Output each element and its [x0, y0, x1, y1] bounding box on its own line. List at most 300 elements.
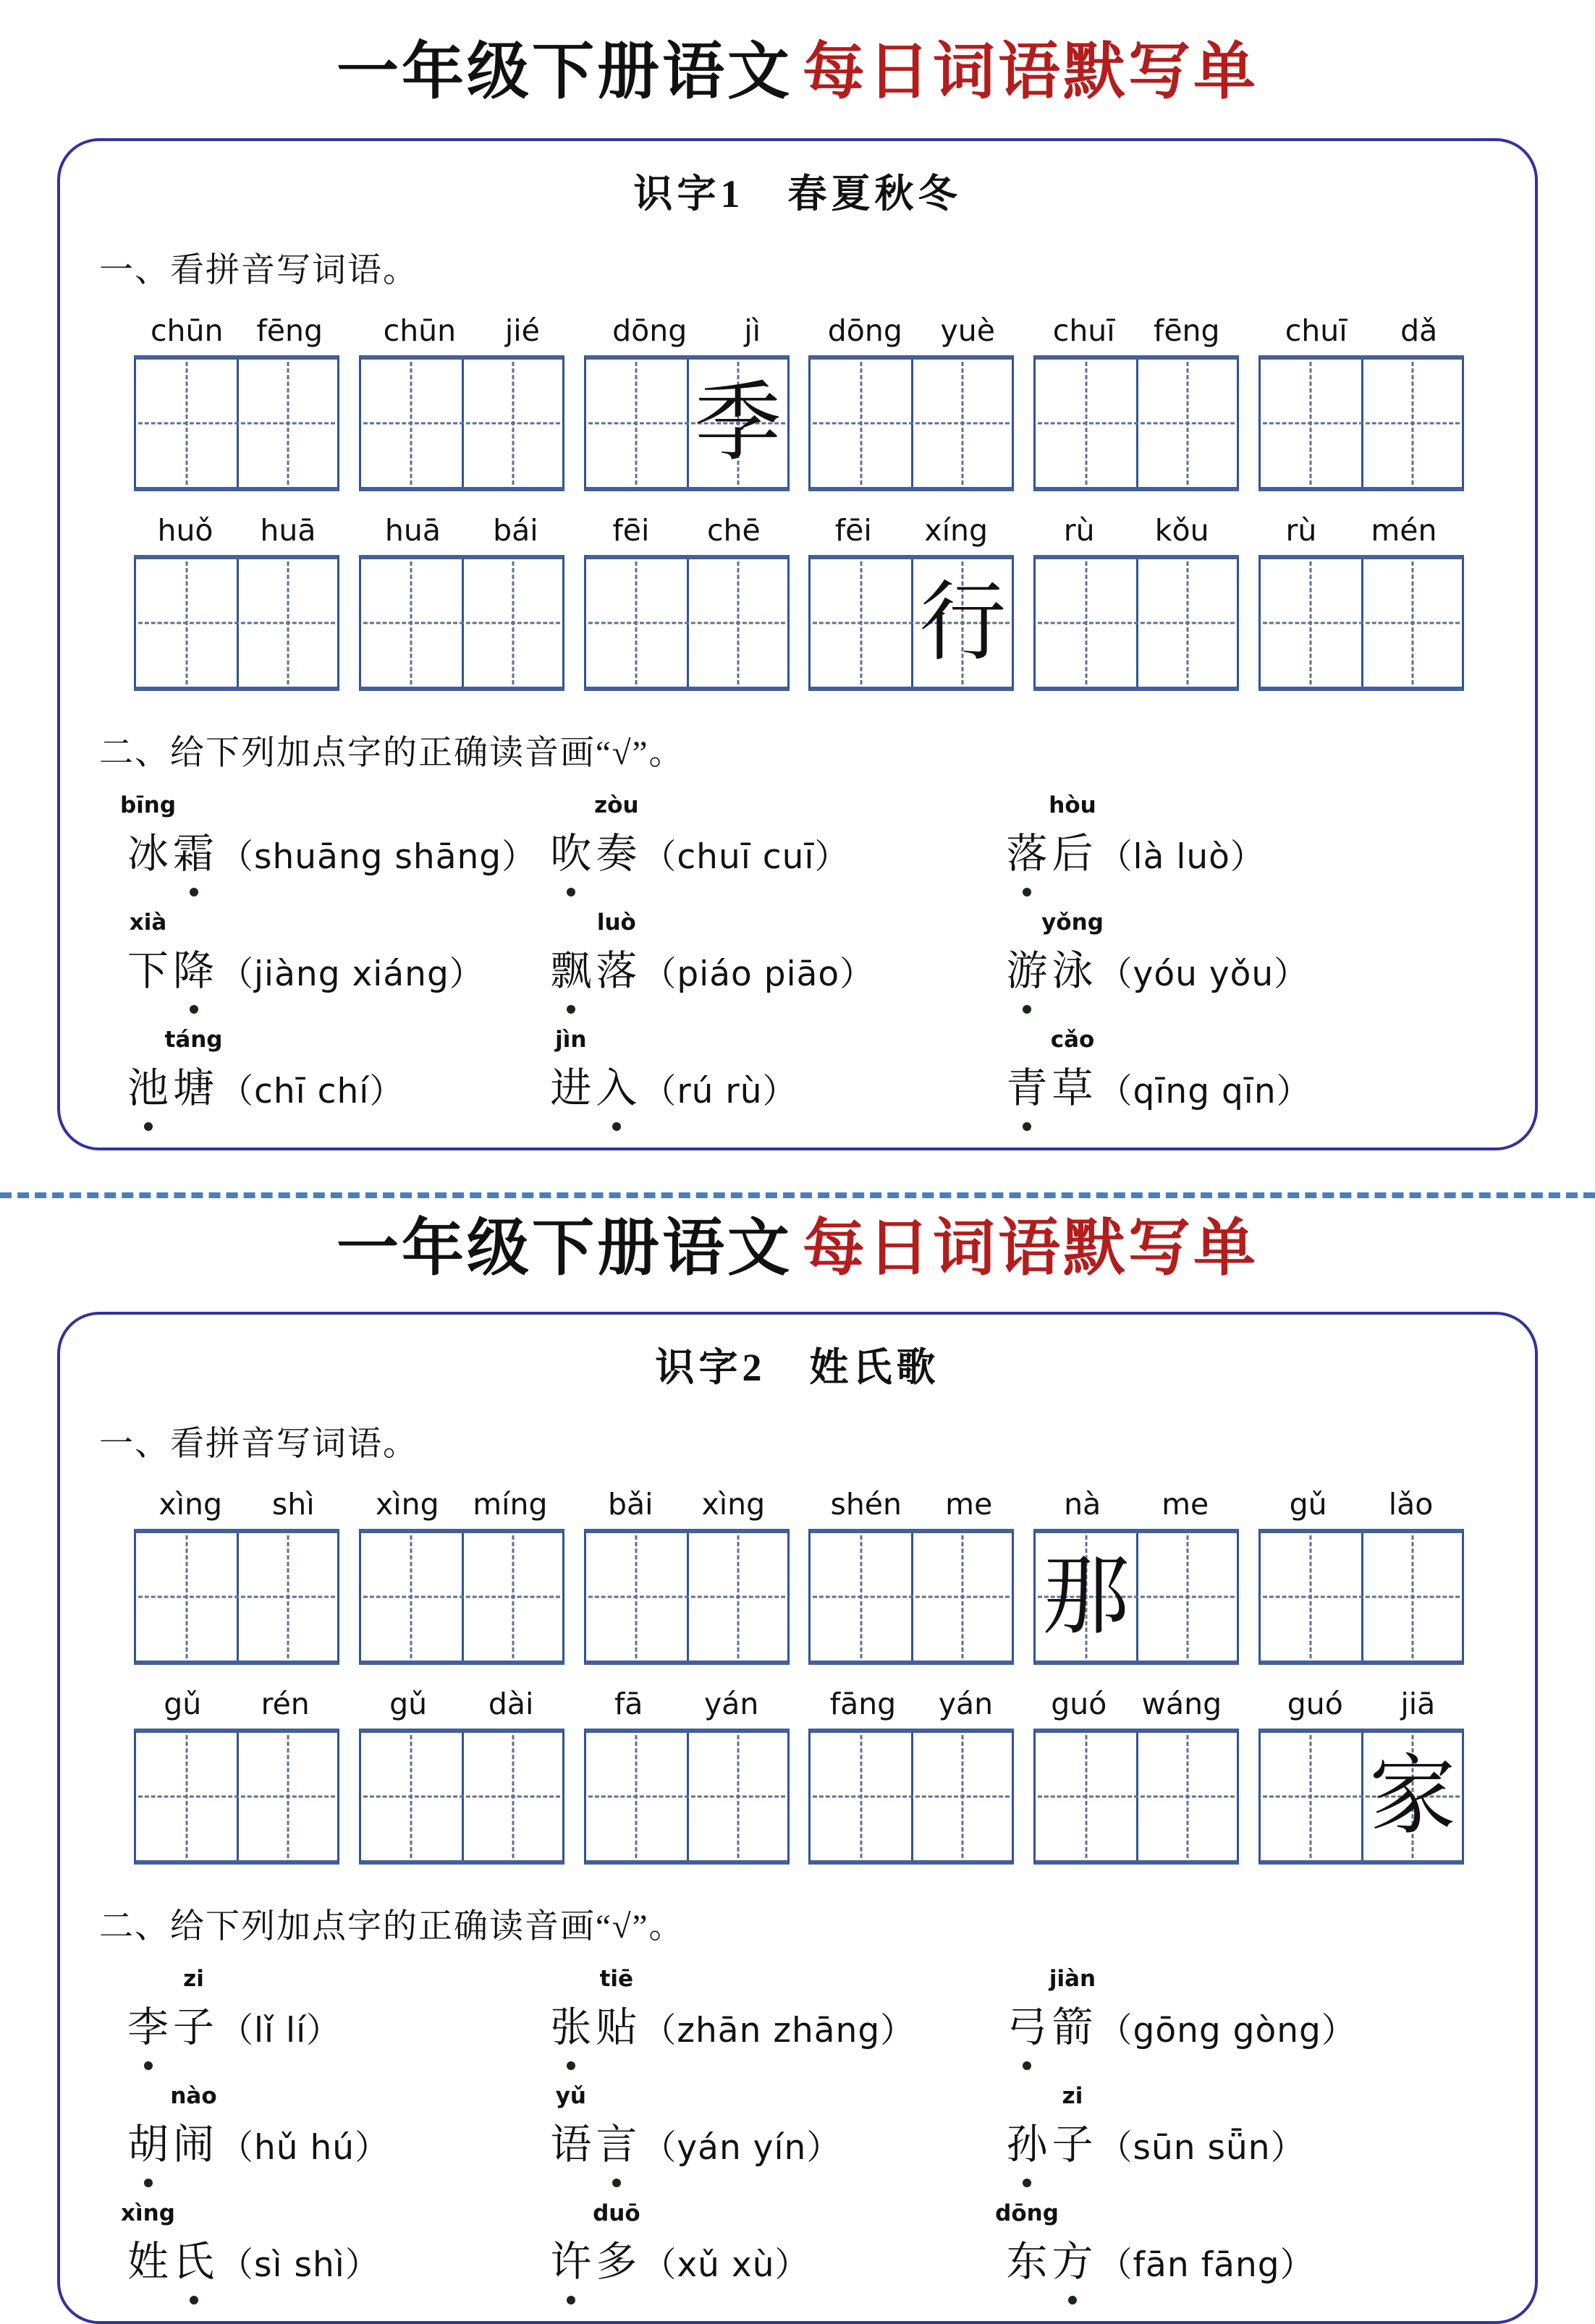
pinyin-label: [584, 1487, 790, 1522]
pinyin-label: [134, 1687, 339, 1721]
writing-cell[interactable]: [1261, 1733, 1361, 1860]
quiz-character: 降: [171, 951, 216, 992]
page-title-black: 一年级下册语文: [337, 1213, 792, 1283]
pinyin-syllable: nà: [1064, 1486, 1101, 1522]
pinyin-label: [359, 1687, 564, 1721]
writing-cell[interactable]: [1261, 1533, 1361, 1661]
pinyin-syllable: dǎ: [1400, 313, 1438, 348]
emphasis-dot: [567, 2296, 575, 2304]
writing-grid: [1258, 1529, 1464, 1665]
pinyin-syllable: chūn: [150, 313, 224, 348]
writing-cell[interactable]: [237, 1533, 337, 1661]
writing-grid: [584, 1729, 790, 1865]
writing-cell[interactable]: [586, 1733, 687, 1860]
pronunciation-options[interactable]: （lǐ lí）: [219, 2011, 342, 2051]
pinyin-syllable: míng: [473, 1486, 548, 1522]
quiz-character: 多 duō: [593, 2200, 640, 2286]
quiz-word: [1004, 1966, 1096, 2051]
pinyin-gloss: xìng: [121, 2200, 175, 2227]
quiz-item: [125, 2083, 548, 2169]
quiz-character: 青: [1004, 1068, 1050, 1109]
page-title: [0, 1213, 1595, 1284]
pinyin-label: [359, 313, 564, 348]
quiz-character: 游: [1004, 951, 1050, 992]
pronunciation-options[interactable]: （chuī cuī）: [642, 837, 850, 878]
quiz-character: 霜: [171, 834, 216, 875]
quiz-character: 落 luò: [596, 909, 638, 995]
pinyin-syllable: rù: [1285, 512, 1317, 548]
quiz-character: 后 hòu: [1049, 792, 1096, 878]
pinyin-syllable: yán: [938, 1686, 994, 1721]
writing-cell[interactable]: [1361, 360, 1462, 487]
emphasis-dot: [190, 888, 198, 896]
emphasis-dot: [1023, 2061, 1031, 2070]
writing-cell[interactable]: [237, 559, 337, 687]
quiz-character: 塘 táng: [164, 1027, 223, 1112]
pinyin-syllable: jiā: [1400, 1686, 1436, 1721]
writing-cell[interactable]: [1361, 1533, 1462, 1661]
pinyin-syllable: shén: [830, 1486, 902, 1522]
writing-grid: [134, 1529, 339, 1665]
pinyin-syllable: gǔ: [164, 1686, 202, 1721]
dictation-word: [584, 1487, 790, 1665]
pronunciation-options[interactable]: （sì shì）: [219, 2245, 380, 2286]
pinyin-label: [1258, 1487, 1464, 1522]
worksheet-sheet-1: [0, 36, 1595, 1150]
dictation-word: [1033, 313, 1239, 491]
writing-cell[interactable]: [462, 1733, 562, 1860]
quiz-word: [125, 1027, 223, 1112]
writing-cell[interactable]: [1036, 1533, 1136, 1661]
writing-cell[interactable]: [811, 1533, 911, 1661]
pronunciation-options[interactable]: （chī chí）: [219, 1072, 405, 1112]
writing-cell[interactable]: [462, 1533, 562, 1661]
writing-cell[interactable]: [1136, 559, 1237, 687]
writing-cell[interactable]: [1136, 1533, 1237, 1661]
pinyin-label: [808, 313, 1014, 348]
quiz-word: [548, 2200, 640, 2286]
dictation-word: [808, 313, 1014, 491]
quiz-character: 落: [1004, 834, 1050, 875]
pinyin-gloss: zi: [1062, 2083, 1083, 2110]
lesson-title: 识字2 姓氏歌: [655, 1345, 940, 1389]
writing-grid: [359, 1729, 564, 1865]
writing-cell[interactable]: [811, 1733, 911, 1860]
pinyin-gloss: jiàn: [1049, 1966, 1096, 1993]
pinyin-label: [1033, 1487, 1239, 1522]
quiz-word: [125, 2083, 217, 2168]
writing-cell[interactable]: [911, 360, 1012, 487]
dictation-word: [134, 1687, 339, 1865]
quiz-character: 许: [548, 2242, 593, 2283]
emphasis-dot: [144, 2061, 153, 2070]
writing-cell[interactable]: [687, 1533, 787, 1661]
pinyin-syllable: rén: [261, 1686, 310, 1721]
writing-cell[interactable]: [586, 559, 687, 687]
writing-cell[interactable]: [361, 1733, 462, 1860]
writing-grid: [1033, 1529, 1239, 1665]
pinyin-syllable: me: [1162, 1486, 1209, 1522]
writing-cell[interactable]: [911, 1533, 1012, 1661]
writing-cell[interactable]: [136, 360, 237, 487]
dictation-word: [808, 513, 1014, 691]
quiz-character: 孙: [1004, 2124, 1050, 2166]
quiz-word: [548, 1027, 639, 1112]
quiz-item: [1004, 1966, 1502, 2052]
emphasis-dot: [567, 2061, 575, 2070]
quiz-character: 弓: [1004, 2007, 1050, 2048]
pronunciation-options[interactable]: （gōng gòng）: [1098, 2011, 1356, 2051]
part1-label: 一、看拼音写词语。: [99, 1425, 418, 1463]
dictation-row: [90, 1487, 1505, 1665]
dictation-word: [808, 1487, 1014, 1665]
pinyin-gloss: yǒng: [1041, 909, 1104, 936]
quiz-character: 子 zi: [173, 1966, 214, 2051]
writing-grid: [808, 1529, 1014, 1665]
writing-grid: [1258, 1729, 1464, 1865]
worksheet-box: [57, 1312, 1538, 2324]
pinyin-syllable: xìng: [701, 1486, 766, 1522]
pinyin-syllable: shì: [271, 1486, 315, 1522]
pinyin-syllable: mén: [1371, 512, 1437, 548]
writing-cell[interactable]: [237, 360, 337, 487]
quiz-character: 泳 yǒng: [1041, 909, 1104, 995]
writing-cell[interactable]: [586, 360, 687, 487]
writing-grid: [1033, 1729, 1239, 1865]
quiz-character: 吹: [548, 834, 593, 875]
quiz-character: 姓 xìng: [121, 2200, 175, 2286]
pinyin-syllable: yán: [703, 1686, 759, 1721]
writing-grid: [1033, 555, 1239, 691]
quiz-word: [121, 2200, 216, 2286]
writing-cell[interactable]: [361, 1533, 462, 1661]
writing-cell[interactable]: [1361, 1733, 1462, 1860]
dictation-word: [1033, 513, 1239, 691]
writing-cell[interactable]: [1261, 360, 1361, 487]
quiz-item: [548, 2200, 1004, 2286]
page-title-red: 每日词语默写单: [803, 37, 1258, 106]
pinyin-label: [134, 1487, 339, 1522]
pinyin-label: [1258, 1687, 1464, 1721]
pinyin-label: [134, 513, 339, 548]
emphasis-dot: [567, 888, 575, 896]
quiz-character: 方: [1050, 2242, 1096, 2283]
quiz-item: [1004, 909, 1502, 996]
dictation-word: [584, 513, 790, 691]
emphasis-dot: [1023, 2179, 1031, 2187]
quiz-word: [1004, 2083, 1096, 2168]
writing-cell[interactable]: [462, 360, 562, 487]
pronunciation-options[interactable]: （xǔ xù）: [642, 2245, 810, 2286]
quiz-character: 池: [125, 1068, 171, 1109]
quiz-word: [1004, 792, 1096, 878]
part2-label: 二、给下列加点字的正确读音画“√”。: [99, 1907, 685, 1946]
pronunciation-options[interactable]: （jiàng xiáng）: [219, 954, 484, 995]
pinyin-label: [359, 513, 564, 548]
writing-cell[interactable]: [687, 1733, 787, 1860]
pronunciation-options[interactable]: （sūn sǖn）: [1098, 2128, 1306, 2168]
writing-grid: [808, 355, 1014, 491]
quiz-word: [119, 792, 216, 878]
dictation-word: [134, 313, 339, 491]
quiz-item: [119, 792, 548, 878]
writing-grid: [359, 1529, 564, 1665]
pinyin-syllable: gǔ: [1289, 1486, 1327, 1522]
pinyin-gloss: yǔ: [555, 2083, 586, 2110]
dictation-word: [584, 313, 790, 491]
pinyin-syllable: gǔ: [389, 1686, 428, 1721]
pronunciation-options[interactable]: （yán yín）: [642, 2128, 842, 2168]
pinyin-syllable: lǎo: [1388, 1486, 1434, 1522]
pinyin-gloss: zòu: [594, 792, 639, 819]
dictation-word: [359, 313, 564, 491]
pinyin-syllable: fā: [614, 1686, 643, 1721]
quiz-word: [548, 792, 639, 878]
quiz-character: 贴 tiē: [596, 1966, 638, 2051]
pronunciation-options[interactable]: （piáo piāo）: [642, 954, 875, 995]
quiz-character: 入: [593, 1068, 639, 1109]
writing-cell[interactable]: [1036, 559, 1136, 687]
part2-label: 二、给下列加点字的正确读音画“√”。: [99, 734, 685, 772]
writing-grid: [359, 355, 564, 491]
pronunciation-options[interactable]: （qīng qīn）: [1098, 1072, 1311, 1112]
quiz-word: [125, 1966, 216, 2051]
pronunciation-options[interactable]: （fān fāng）: [1098, 2245, 1315, 2286]
pinyin-syllable: chuī: [1285, 313, 1348, 348]
quiz-item: [548, 1966, 1004, 2052]
writing-cell[interactable]: [1136, 360, 1237, 487]
pinyin-gloss: dōng: [995, 2200, 1059, 2227]
quiz-word: [1004, 1027, 1096, 1112]
writing-cell[interactable]: [687, 360, 787, 487]
writing-cell[interactable]: [136, 1733, 237, 1860]
pinyin-gloss: táng: [164, 1027, 223, 1053]
part1-label: 一、看拼音写词语。: [99, 251, 418, 289]
quiz-word: [548, 1966, 639, 2051]
quiz-character: 进 jìn: [550, 1027, 592, 1112]
pinyin-label: [584, 513, 790, 548]
quiz-character: 东 dōng: [995, 2200, 1059, 2286]
emphasis-dot: [1023, 1005, 1031, 1014]
writing-grid: [134, 555, 339, 691]
pinyin-syllable: jié: [504, 313, 540, 348]
page-title-red: 每日词语默写单: [803, 1213, 1258, 1283]
pinyin-syllable: dài: [488, 1686, 534, 1721]
dictation-word: [1258, 1487, 1464, 1665]
quiz-item: [548, 2083, 1004, 2169]
writing-cell[interactable]: [1136, 1733, 1237, 1860]
pinyin-label: [808, 1687, 1014, 1721]
dictation-word: [584, 1687, 790, 1865]
pinyin-syllable: chūn: [383, 313, 457, 348]
quiz-character: 飘: [548, 951, 593, 992]
pinyin-label: [1033, 513, 1239, 548]
pinyin-gloss: jìn: [555, 1027, 587, 1053]
dictation-word: [808, 1687, 1014, 1865]
prefill-character: 那: [1042, 1548, 1130, 1645]
writing-cell[interactable]: [687, 559, 787, 687]
pinyin-syllable: huā: [260, 512, 316, 548]
writing-cell[interactable]: [462, 559, 562, 687]
pinyin-syllable: dōng: [612, 313, 688, 348]
emphasis-dot: [190, 2296, 198, 2304]
quiz-item: [548, 1027, 1004, 1113]
dictation-row: [90, 313, 1505, 491]
emphasis-dot: [612, 1122, 621, 1131]
pinyin-syllable: chuī: [1052, 313, 1115, 348]
writing-cell[interactable]: [811, 559, 911, 687]
quiz-character: 冰 bīng: [119, 792, 177, 878]
pinyin-syllable: bǎi: [608, 1486, 653, 1522]
pinyin-syllable: fēi: [834, 512, 872, 548]
pinyin-syllable: bái: [493, 512, 538, 548]
quiz-character: 语 yǔ: [550, 2083, 592, 2168]
writing-grid: [1258, 355, 1464, 491]
pinyin-syllable: xìng: [376, 1486, 439, 1522]
pinyin-label: [1033, 1687, 1239, 1721]
dictation-row: [90, 513, 1505, 691]
writing-cell[interactable]: [237, 1733, 337, 1860]
dictation-word: [359, 1687, 564, 1865]
quiz-word: [548, 909, 639, 995]
writing-cell[interactable]: [811, 360, 911, 487]
writing-grid: [808, 555, 1014, 691]
writing-grid: [134, 1729, 339, 1865]
pinyin-label: [808, 1487, 1014, 1522]
quiz-grid: [119, 792, 1502, 1113]
page-title: [0, 36, 1595, 108]
writing-cell[interactable]: [1361, 559, 1462, 687]
quiz-word: [125, 909, 216, 995]
emphasis-dot: [612, 2179, 621, 2187]
pinyin-syllable: fēng: [256, 313, 323, 348]
pronunciation-options[interactable]: （rú rù）: [642, 1072, 798, 1112]
pinyin-gloss: luò: [596, 909, 636, 936]
emphasis-dot: [1023, 888, 1031, 896]
emphasis-dot: [1023, 1122, 1031, 1131]
writing-grid: [808, 1729, 1014, 1865]
writing-cell[interactable]: [361, 559, 462, 687]
quiz-word: [548, 2083, 639, 2168]
pinyin-label: [1033, 313, 1239, 348]
pinyin-label: [808, 513, 1014, 548]
pinyin-syllable: jì: [744, 313, 761, 348]
quiz-word: [1004, 909, 1104, 995]
quiz-character: 张: [548, 2007, 593, 2048]
quiz-character: 奏 zòu: [594, 792, 639, 878]
pinyin-syllable: fēng: [1153, 313, 1220, 348]
writing-cell[interactable]: [136, 559, 237, 687]
pronunciation-options[interactable]: （shuāng shāng）: [219, 837, 537, 878]
pinyin-label: [134, 313, 339, 348]
pinyin-gloss: zi: [183, 1966, 204, 1993]
writing-cell[interactable]: [361, 360, 462, 487]
worksheet-sheet-2: [0, 1213, 1595, 2324]
quiz-item: [1004, 792, 1502, 878]
pinyin-syllable: huā: [384, 512, 441, 548]
quiz-item: [121, 2200, 548, 2286]
pinyin-syllable: fāng: [829, 1686, 897, 1721]
quiz-character: 胡: [125, 2124, 171, 2166]
prefill-character: 行: [919, 574, 1007, 671]
dictation-word: [134, 513, 339, 691]
writing-grid: [1033, 355, 1239, 491]
quiz-item: [548, 792, 1004, 878]
quiz-item: [125, 1966, 548, 2052]
quiz-character: 草 cǎo: [1050, 1027, 1095, 1112]
pronunciation-options[interactable]: （là luò）: [1098, 837, 1265, 878]
pinyin-label: [584, 1687, 790, 1721]
pinyin-syllable: kǒu: [1154, 512, 1209, 548]
pronunciation-options[interactable]: （hǔ hú）: [219, 2128, 390, 2168]
writing-grid: [584, 555, 790, 691]
dictation-word: [134, 1487, 339, 1665]
pinyin-syllable: chē: [707, 512, 761, 548]
pinyin-syllable: dōng: [827, 313, 902, 348]
pinyin-gloss: nào: [170, 2083, 217, 2110]
pinyin-syllable: huǒ: [157, 512, 213, 548]
quiz-item: [995, 2200, 1502, 2286]
dictation-row: [90, 1687, 1505, 1865]
quiz-character: 氏: [171, 2242, 216, 2283]
page-title-black: 一年级下册语文: [337, 37, 792, 106]
pinyin-label: [1258, 513, 1464, 548]
emphasis-dot: [1068, 2296, 1077, 2304]
writing-cell[interactable]: [911, 1733, 1012, 1860]
pinyin-syllable: guó: [1287, 1686, 1343, 1721]
writing-cell[interactable]: [1261, 559, 1361, 687]
dictation-word: [1033, 1687, 1239, 1865]
quiz-grid: [121, 1966, 1502, 2286]
pinyin-syllable: rù: [1063, 512, 1095, 548]
pinyin-syllable: wáng: [1141, 1686, 1222, 1721]
pronunciation-options[interactable]: （yóu yǒu）: [1098, 954, 1309, 995]
pinyin-syllable: guó: [1051, 1686, 1107, 1721]
pinyin-syllable: fēi: [612, 512, 650, 548]
pinyin-syllable: yuè: [940, 313, 996, 348]
pinyin-syllable: me: [945, 1486, 993, 1522]
pronunciation-options[interactable]: （zhān zhāng）: [642, 2011, 915, 2051]
pinyin-syllable: xìng: [158, 1486, 223, 1522]
pinyin-gloss: tiē: [599, 1966, 634, 1993]
pinyin-gloss: duō: [593, 2200, 640, 2227]
writing-cell[interactable]: [911, 559, 1012, 687]
pinyin-gloss: bīng: [119, 792, 177, 819]
prefill-character: 家: [1368, 1747, 1456, 1844]
dictation-word: [1258, 513, 1464, 691]
quiz-character: 李: [125, 2007, 171, 2048]
dictation-word: [359, 1487, 564, 1665]
writing-grid: [584, 355, 790, 491]
quiz-character: 箭 jiàn: [1049, 1966, 1096, 2051]
writing-cell[interactable]: [586, 1533, 687, 1661]
quiz-item: [1004, 1027, 1502, 1113]
quiz-character: 子 zi: [1052, 2083, 1093, 2168]
dictation-word: [359, 513, 564, 691]
quiz-word: [995, 2200, 1096, 2286]
dictation-rows: [90, 313, 1505, 691]
dictation-word: [1258, 1687, 1464, 1865]
quiz-item: [125, 909, 548, 996]
pinyin-gloss: xià: [129, 909, 167, 936]
emphasis-dot: [567, 1005, 575, 1014]
quiz-item: [548, 909, 1004, 996]
quiz-item: [125, 1027, 548, 1113]
writing-cell[interactable]: [1036, 1733, 1136, 1860]
dictation-word: [1258, 313, 1464, 491]
writing-cell[interactable]: [136, 1533, 237, 1661]
writing-cell[interactable]: [1036, 360, 1136, 487]
